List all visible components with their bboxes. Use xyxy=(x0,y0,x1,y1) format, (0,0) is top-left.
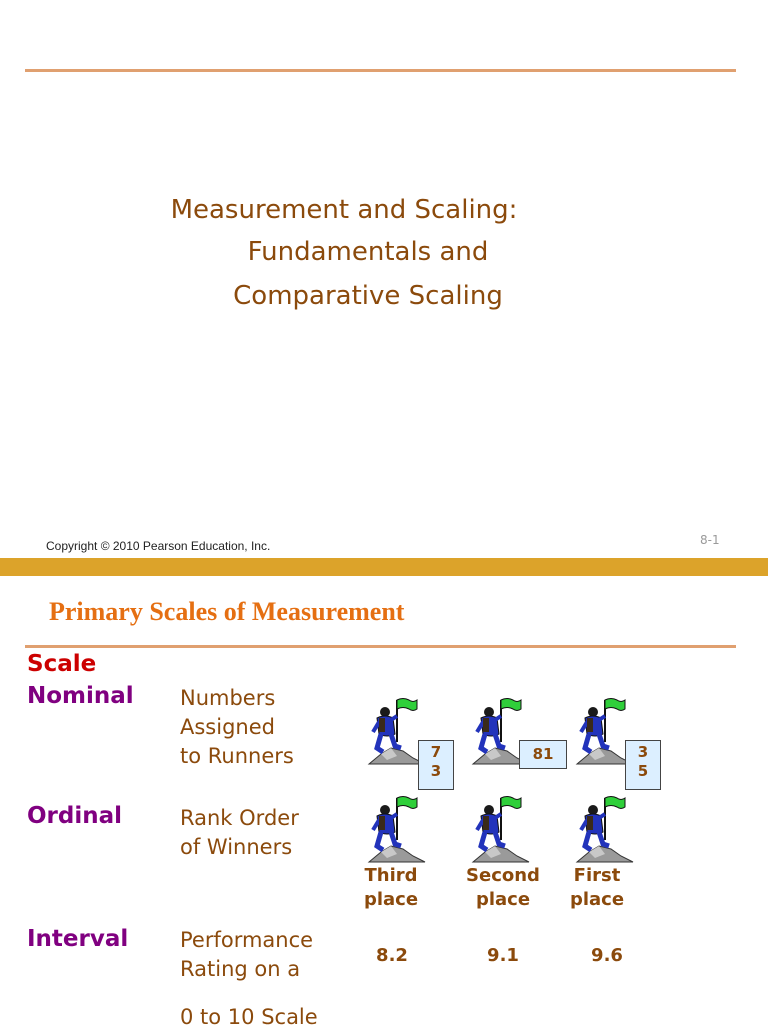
runner-number-badge: 81 xyxy=(519,740,567,769)
slide-separator-band xyxy=(0,558,768,576)
place-label-second xyxy=(458,864,548,912)
desc-line: 0 to 10 Scale xyxy=(180,1005,318,1029)
title-rule xyxy=(25,645,736,648)
rating-value: 9.1 xyxy=(487,945,519,966)
desc-line: Rating on a xyxy=(180,957,301,981)
runner-number-badge: 3 5 xyxy=(625,740,661,790)
place-line: place xyxy=(569,889,625,910)
place-label-first xyxy=(552,864,642,912)
scale-name-nominal: Nominal xyxy=(27,683,134,709)
place-line: First xyxy=(573,865,621,886)
desc-line xyxy=(180,984,318,1003)
mountain-climber-with-flag-icon xyxy=(367,794,427,864)
title-line-1: Measurement and Scaling: xyxy=(170,195,518,225)
scale-name-interval: Interval xyxy=(27,926,129,952)
rating-value: 8.2 xyxy=(376,945,408,966)
desc-line: Rank Order xyxy=(180,806,299,830)
nominal-description xyxy=(180,684,294,771)
title-line-2: Fundamentals and xyxy=(247,237,489,267)
desc-line: Performance xyxy=(180,928,314,952)
copyright-text: Copyright © 2010 Pearson Education, Inc. xyxy=(46,539,271,553)
place-line: Third xyxy=(364,865,418,886)
place-line: Second xyxy=(466,865,540,886)
interval-description xyxy=(180,926,318,1032)
place-line: place xyxy=(363,889,419,910)
desc-line: to Runners xyxy=(180,744,294,768)
rating-value: 9.6 xyxy=(591,945,623,966)
scale-name-ordinal: Ordinal xyxy=(27,803,123,829)
runner-number-badge: 7 3 xyxy=(418,740,454,790)
ordinal-description xyxy=(180,804,299,862)
title-line-3: Comparative Scaling xyxy=(233,281,503,311)
mountain-climber-with-flag-icon xyxy=(471,794,531,864)
desc-line: Numbers xyxy=(180,686,276,710)
mountain-climber-with-flag-icon xyxy=(575,794,635,864)
slide-2-title: Primary Scales of Measurement xyxy=(49,597,405,626)
page-number: 8-1 xyxy=(700,533,720,547)
desc-line: Assigned xyxy=(180,715,275,739)
place-line: place xyxy=(475,889,531,910)
place-label-third xyxy=(346,864,436,912)
desc-line: of Winners xyxy=(180,835,293,859)
scale-column-header: Scale xyxy=(27,651,97,677)
top-rule xyxy=(25,69,736,72)
